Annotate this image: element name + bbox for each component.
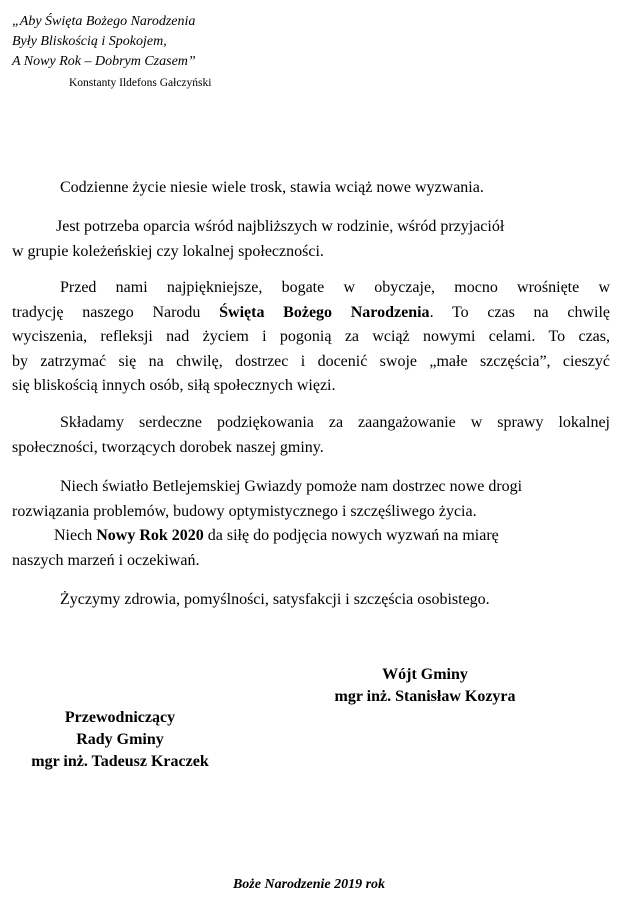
new-year-bold: Nowy Rok 2020 (96, 527, 204, 544)
paragraph-line: naszych marzeń i oczekiwań. (12, 551, 200, 569)
signature-title: Rady Gminy (76, 731, 164, 748)
text-run: Niech (54, 527, 97, 544)
paragraph-daily-life (12, 176, 610, 201)
text-run: da siłę do podjęcia nowych wyzwań na miarę (203, 527, 499, 544)
paragraph-line: społeczności, tworzących dorobek naszej gminy. (12, 438, 324, 456)
paragraph-line: Jest potrzeba oparcia wśród najbliższych w rodzinie, wśród przyjaciół (56, 218, 505, 235)
epigraph-quote (12, 12, 196, 72)
epigraph-line: A Nowy Rok – Dobrym Czasem” (12, 54, 196, 69)
signature-name: mgr inż. Stanisław Kozyra (334, 688, 516, 705)
paragraph-line: Życzymy zdrowia, pomyślności, satysfakcji i szczęścia osobistego. (60, 591, 490, 608)
paragraph-line: rozwiązania problemów, budowy optymistycznego i szczęśliwego życia. (12, 502, 477, 520)
epigraph-author: Konstanty Ildefons Gałczyński (69, 77, 212, 89)
signature-title: Wójt Gminy (382, 666, 468, 683)
paragraph-wishes (12, 475, 610, 573)
paragraph-closing-wish (12, 588, 610, 613)
paragraph-line (12, 301, 610, 326)
paragraph-thanks (12, 411, 610, 460)
paragraph-line: w grupie koleżeńskiej czy lokalnej społeczności. (12, 242, 324, 260)
text-run: tradycję naszego Narodu (12, 303, 220, 321)
paragraph-christmas (12, 276, 610, 399)
epigraph-line: „Aby Święta Bożego Narodzenia (12, 14, 196, 29)
paragraph-line: Składamy serdeczne podziękowania za zaangażowanie w sprawy lokalnej (60, 414, 610, 431)
holiday-name-bold: Święta Bożego Narodzenia (219, 303, 430, 321)
signature-council-chair (4, 707, 236, 773)
paragraph-line: się bliskością innych osób, siłą społecznych więzi. (12, 377, 336, 394)
signature-wojt (300, 664, 550, 708)
paragraph-line: Codzienne życie niesie wiele trosk, stawia wciąż nowe wyzwania. (60, 179, 484, 196)
signature-title: Przewodniczący (64, 709, 176, 726)
paragraph-line: by zatrzymać się na chwilę, dostrzec i docenić swoje „małe szczęścia”, cieszyć (12, 352, 610, 370)
signature-name: mgr inż. Tadeusz Kraczek (31, 753, 209, 770)
document-date-footer: Boże Narodzenie 2019 rok (232, 877, 386, 892)
paragraph-line: wyciszenia, refleksji nad życiem i pogonią za wciąż nowymi celami. To czas, (12, 328, 610, 345)
epigraph-line: Były Bliskością i Spokojem, (12, 34, 167, 49)
paragraph-line: Przed nami najpiękniejsze, bogate w obyczaje, mocno wrośnięte w (60, 279, 610, 296)
paragraph-line: Niech światło Betlejemskiej Gwiazdy pomoże nam dostrzec nowe drogi (60, 478, 523, 495)
text-run: . To czas na chwilę (429, 303, 611, 321)
paragraph-line (12, 524, 610, 549)
paragraph-support (12, 215, 610, 264)
